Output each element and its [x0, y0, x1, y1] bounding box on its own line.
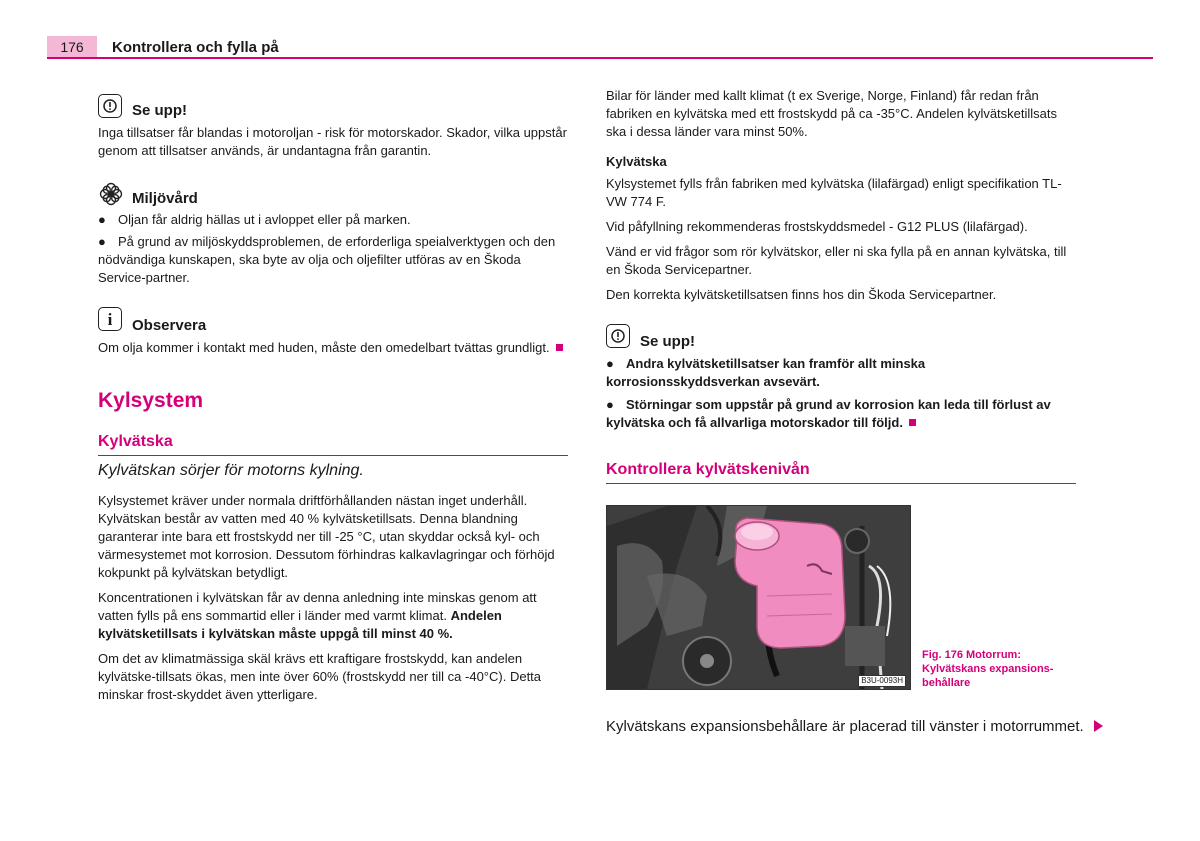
- end-marker: [909, 419, 916, 426]
- paragraph: Kylsystemet fylls från fabriken med kylvätska (lilafärgad) enligt specifikation TL-VW 774 F.: [606, 176, 1062, 209]
- bullet: ●: [606, 356, 614, 371]
- check-level-heading: Kontrollera kylvätskenivån: [606, 461, 810, 478]
- header-rule: [47, 57, 1153, 59]
- bullet: ●: [606, 397, 614, 412]
- environment-list: [98, 211, 570, 287]
- list-item: ● På grund av miljöskyddsproblemen, de erforderliga speialverktygen och den nödvändiga kunskapen, ska byte av olja och oljefilter utföras av en Škoda Service-partner.: [98, 234, 556, 285]
- bullet: ●: [98, 212, 106, 227]
- paragraph: Om det av klimatmässiga skäl krävs ett kraftigare frostskydd, kan andelen kylvätske-tillsats ökas, men inte över 60% (frostskydd ner till ca -40°C). Detta minskar frost-skyddet även ytterligare.: [98, 651, 542, 702]
- environment-title: Miljövård: [132, 190, 198, 207]
- figure-code: B3U-0093H: [858, 675, 906, 687]
- caution-icon: [98, 94, 122, 118]
- running-header-title: Kontrollera och fylla på: [112, 39, 279, 56]
- list-item: ● Störningar som uppstår på grund av korrosion kan leda till förlust av kylvätska och få allvarliga motorskador till följd.: [606, 397, 1051, 430]
- section-title: Kylsystem: [98, 389, 204, 412]
- end-marker: [556, 344, 563, 351]
- subsection-rule: [98, 455, 568, 456]
- engine-bay-illustration: [607, 506, 910, 689]
- note-title: Observera: [132, 317, 207, 334]
- paragraph: Kylsystemet kräver under normala driftförhållanden nästan inget underhåll. Kylvätskan består av vatten med 40 % kylvätsketillsats. Denna blandning garanterar inte bara ett frostskydd ner till -25 °C, utan skyddar också kyl- och värmesystemet mot korrosion. Dessutom förhindras kalkavlagringar och förhöjd kokpunkt på kylvätskan betydligt.: [98, 493, 555, 580]
- paragraph: Vänd er vid frågor som rör kylvätskor, eller ni ska fylla på en annan kylvätska, till en Škoda Servicepartner.: [606, 244, 1067, 277]
- paragraph: Den korrekta kylvätsketillsatsen finns hos din Škoda Servicepartner.: [606, 287, 997, 302]
- list-item: ● Andra kylvätsketillsatser kan framför allt minska korrosionsskyddsverkan avsevärt.: [606, 356, 926, 389]
- flower-icon: [98, 181, 124, 207]
- subsection-rule: [606, 483, 1076, 484]
- lead-text: Kylvätskan sörjer för motorns kylning.: [98, 462, 364, 479]
- subsection-title: Kylvätska: [98, 433, 173, 450]
- info-icon: i: [98, 307, 122, 331]
- bullet: ●: [98, 234, 106, 249]
- paragraph: Vid påfyllning rekommenderas frostskyddsmedel - G12 PLUS (lilafärgad).: [606, 219, 1028, 234]
- caution-icon: [606, 324, 630, 348]
- caution-title: Se upp!: [132, 102, 187, 119]
- list-item: ● Oljan får aldrig hällas ut i avloppet eller på marken.: [98, 212, 411, 227]
- note-text: Om olja kommer i kontakt med huden, måste den omedelbart tvättas grundligt.: [98, 339, 570, 357]
- caution-text: Inga tillsatser får blandas i motoroljan - risk för motorskador. Skador, vilka uppstår genom att tillsatser används, är undantagna från garantin.: [98, 125, 567, 158]
- caution-list: [606, 355, 1078, 432]
- paragraph: Koncentrationen i kylvätskan får av denna anledning inte minskas genom att vatten fylls på ens sommartid eller i länder med varmt klimat. Andelen kylvätsketillsats i kylvätskan måste uppgå till minst 40 %.: [98, 590, 537, 641]
- final-text: Kylvätskans expansionsbehållare är placerad till vänster i motorrummet.: [606, 717, 1103, 737]
- figure-caption: Fig. 176 Motorrum: Kylvätskans expansions- behållare: [922, 649, 1054, 689]
- engine-bay-figure: [606, 505, 911, 690]
- paragraph: Bilar för länder med kallt klimat (t ex Sverige, Norge, Finland) får redan från fabriken en kylvätska med ett frostskydd på ca -35°C. Andelen kylvätsketillsats ska i dessa länder vara minst 50%.: [606, 88, 1058, 139]
- kylvatska-heading: Kylvätska: [606, 154, 667, 169]
- continue-arrow-icon: [1094, 720, 1103, 732]
- caution-title: Se upp!: [640, 333, 695, 350]
- page-number: 176: [47, 36, 97, 58]
